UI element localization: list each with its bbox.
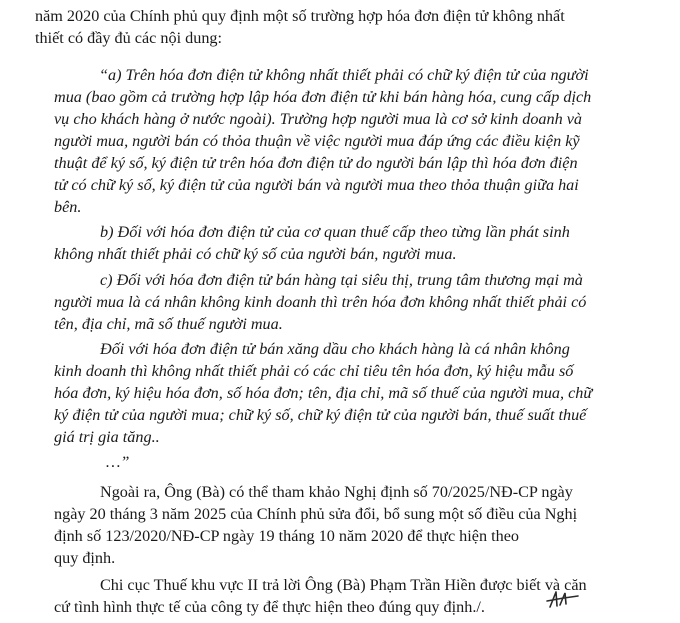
quote-c-line: tên, địa chỉ, mã số thuế người mua. [54, 315, 283, 333]
closing-line: cứ tình hình thực tế của công ty để thực hiện theo đúng quy định./. [54, 598, 485, 616]
reference-line: Ngoài ra, Ông (Bà) có thể tham khảo Nghị định số 70/2025/NĐ-CP ngày [100, 483, 573, 501]
quote-d-line: Đối với hóa đơn điện tử bán xăng dầu cho khách hàng là cá nhân không [100, 340, 570, 358]
quote-b-line: không nhất thiết phải có chữ ký số của người bán, người mua. [54, 245, 457, 263]
quote-b-line: b) Đối với hóa đơn điện tử của cơ quan thuế cấp theo từng lần phát sinh [100, 223, 570, 241]
intro-line: năm 2020 của Chính phủ quy định một số trường hợp hóa đơn điện tử không nhất [35, 7, 565, 25]
reference-line: quy định. [54, 549, 116, 567]
intro-line: thiết có đầy đủ các nội dung: [35, 29, 223, 47]
reference-line: định số 123/2020/NĐ-CP ngày 19 tháng 10 năm 2020 để thực hiện theo [54, 527, 519, 545]
quote-ellipsis: …” [106, 453, 130, 471]
closing-line: Chi cục Thuế khu vực II trả lời Ông (Bà) Phạm Trần Hiền được biết và căn [100, 576, 587, 594]
initials-signature [544, 589, 584, 611]
quote-c-line: người mua là cá nhân không kinh doanh thì trên hóa đơn không nhất thiết phải có [54, 293, 587, 311]
quote-c-line: c) Đối với hóa đơn điện tử bán hàng tại siêu thị, trung tâm thương mại mà [100, 271, 583, 289]
quote-a-line: thuật để ký số, ký điện tử trên hóa đơn điện tử do người bán lập thì hóa đơn điện [54, 154, 578, 172]
quote-a-line: tử có chữ ký số, ký điện tử của người bán và người mua theo thỏa thuận giữa hai [54, 176, 579, 194]
quote-a-line: mua (bao gồm cả trường hợp lập hóa đơn điện tử khi bán hàng hóa, cung cấp dịch [54, 88, 592, 106]
quote-d-line: hóa đơn, ký hiệu hóa đơn, số hóa đơn; tên, địa chỉ, mã số thuế của người mua, chữ [54, 384, 593, 402]
quote-a-line: bên. [54, 198, 82, 216]
quote-a-line: vụ cho khách hàng ở nước ngoài). Trường hợp người mua là cơ sở kinh doanh và [54, 110, 583, 128]
quote-a-line: người mua, người bán có thỏa thuận về việc người mua đáp ứng các điều kiện kỹ [54, 132, 580, 150]
quote-a-line: “a) Trên hóa đơn điện tử không nhất thiết phải có chữ ký điện tử của người [99, 66, 589, 84]
reference-line: ngày 20 tháng 3 năm 2025 của Chính phủ sửa đổi, bổ sung một số điều của Nghị [54, 505, 578, 523]
quote-d-line: giá trị gia tăng.. [54, 428, 160, 446]
quote-d-line: kinh doanh thì không nhất thiết phải có các chỉ tiêu tên hóa đơn, ký hiệu mẫu số [54, 362, 574, 380]
quote-d-line: ký điện tử của người mua; chữ ký số, chữ ký điện tử của người bán, thuế suất thuế [54, 406, 587, 424]
